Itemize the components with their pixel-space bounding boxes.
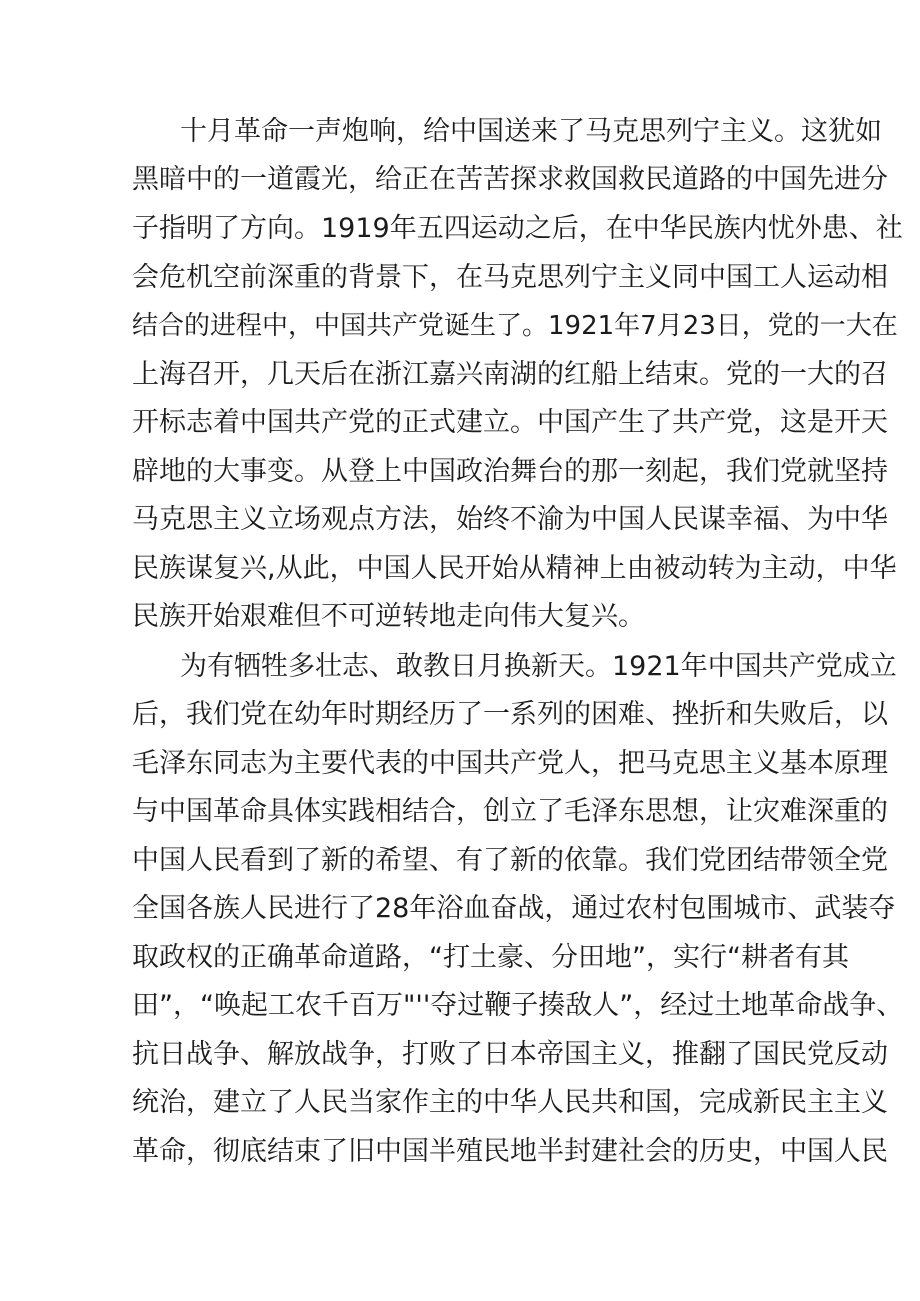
paragraph-1-line-2: 黑暗中的一道霞光，给正在苦苦探求救国救民道路的中国先进分 xyxy=(132,164,888,195)
paragraph-1-line-11: 民族开始艰难但不可逆转地走向伟大复兴。 xyxy=(132,601,645,632)
paragraph-1-line-4: 会危机空前深重的背景下，在马克思列宁主义同中国工人运动相 xyxy=(132,262,888,293)
paragraph-2-line-10: 统治，建立了人民当家作主的中华人民共和国，完成新民主主义 xyxy=(132,1087,888,1118)
paragraph-2-line-3: 毛泽东同志为主要代表的中国共产党人，把马克思主义基本原理 xyxy=(132,748,888,779)
paragraph-1-line-6: 上海召开，几天后在浙江嘉兴南湖的红船上结束。党的一大的召 xyxy=(132,359,888,390)
paragraph-2-line-4: 与中国革命具体实践相结合，创立了毛泽东思想，让灾难深重的 xyxy=(132,796,888,827)
paragraph-2-line-1: 为有牺牲多壮志、敢教日月换新天。1921年中国共产党成立 xyxy=(180,651,897,682)
paragraph-2-line-8: 田”，“唤起工农千百万"''夺过鞭子揍敌人”，经过土地革命战争、 xyxy=(132,990,904,1021)
paragraph-1-line-8: 辟地的大事变。从登上中国政治舞台的那一刻起，我们党就坚持 xyxy=(132,456,888,487)
paragraph-1-line-3: 子指明了方向。1919年五四运动之后，在中华民族内忧外患、社 xyxy=(132,213,903,244)
paragraph-1-line-10: 民族谋复兴,从此，中国人民开始从精神上由被动转为主动，中华 xyxy=(132,553,897,584)
paragraph-1-line-5: 结合的进程中，中国共产党诞生了。1921年7月23日，党的一大在 xyxy=(132,311,898,341)
paragraph-2-line-7: 取政权的正确革命道路，“打土豪、分田地”，实行“耕者有其 xyxy=(132,942,849,973)
paragraph-2-line-6: 全国各族人民进行了28年浴血奋战，通过农村包围城市、武装夺 xyxy=(132,893,896,924)
paragraph-1-line-9: 马克思主义立场观点方法，始终不渝为中国人民谋幸福、为中华 xyxy=(132,504,888,535)
paragraph-2-line-5: 中国人民看到了新的希望、有了新的依靠。我们党团结带领全党 xyxy=(132,845,888,876)
paragraph-2-line-11: 革命，彻底结束了旧中国半殖民地半封建社会的历史，中国人民 xyxy=(132,1136,888,1167)
paragraph-2-line-9: 抗日战争、解放战争，打败了日本帝国主义，推翻了国民党反动 xyxy=(132,1039,888,1070)
paragraph-1-line-7: 开标志着中国共产党的正式建立。中国产生了共产党，这是开天 xyxy=(132,407,888,438)
paragraph-2-line-2: 后，我们党在幼年时期经历了一系列的困难、挫折和失败后，以 xyxy=(132,699,888,730)
paragraph-1-line-1: 十月革命一声炮响，给中国送来了马克思列宁主义。这犹如 xyxy=(180,116,882,147)
